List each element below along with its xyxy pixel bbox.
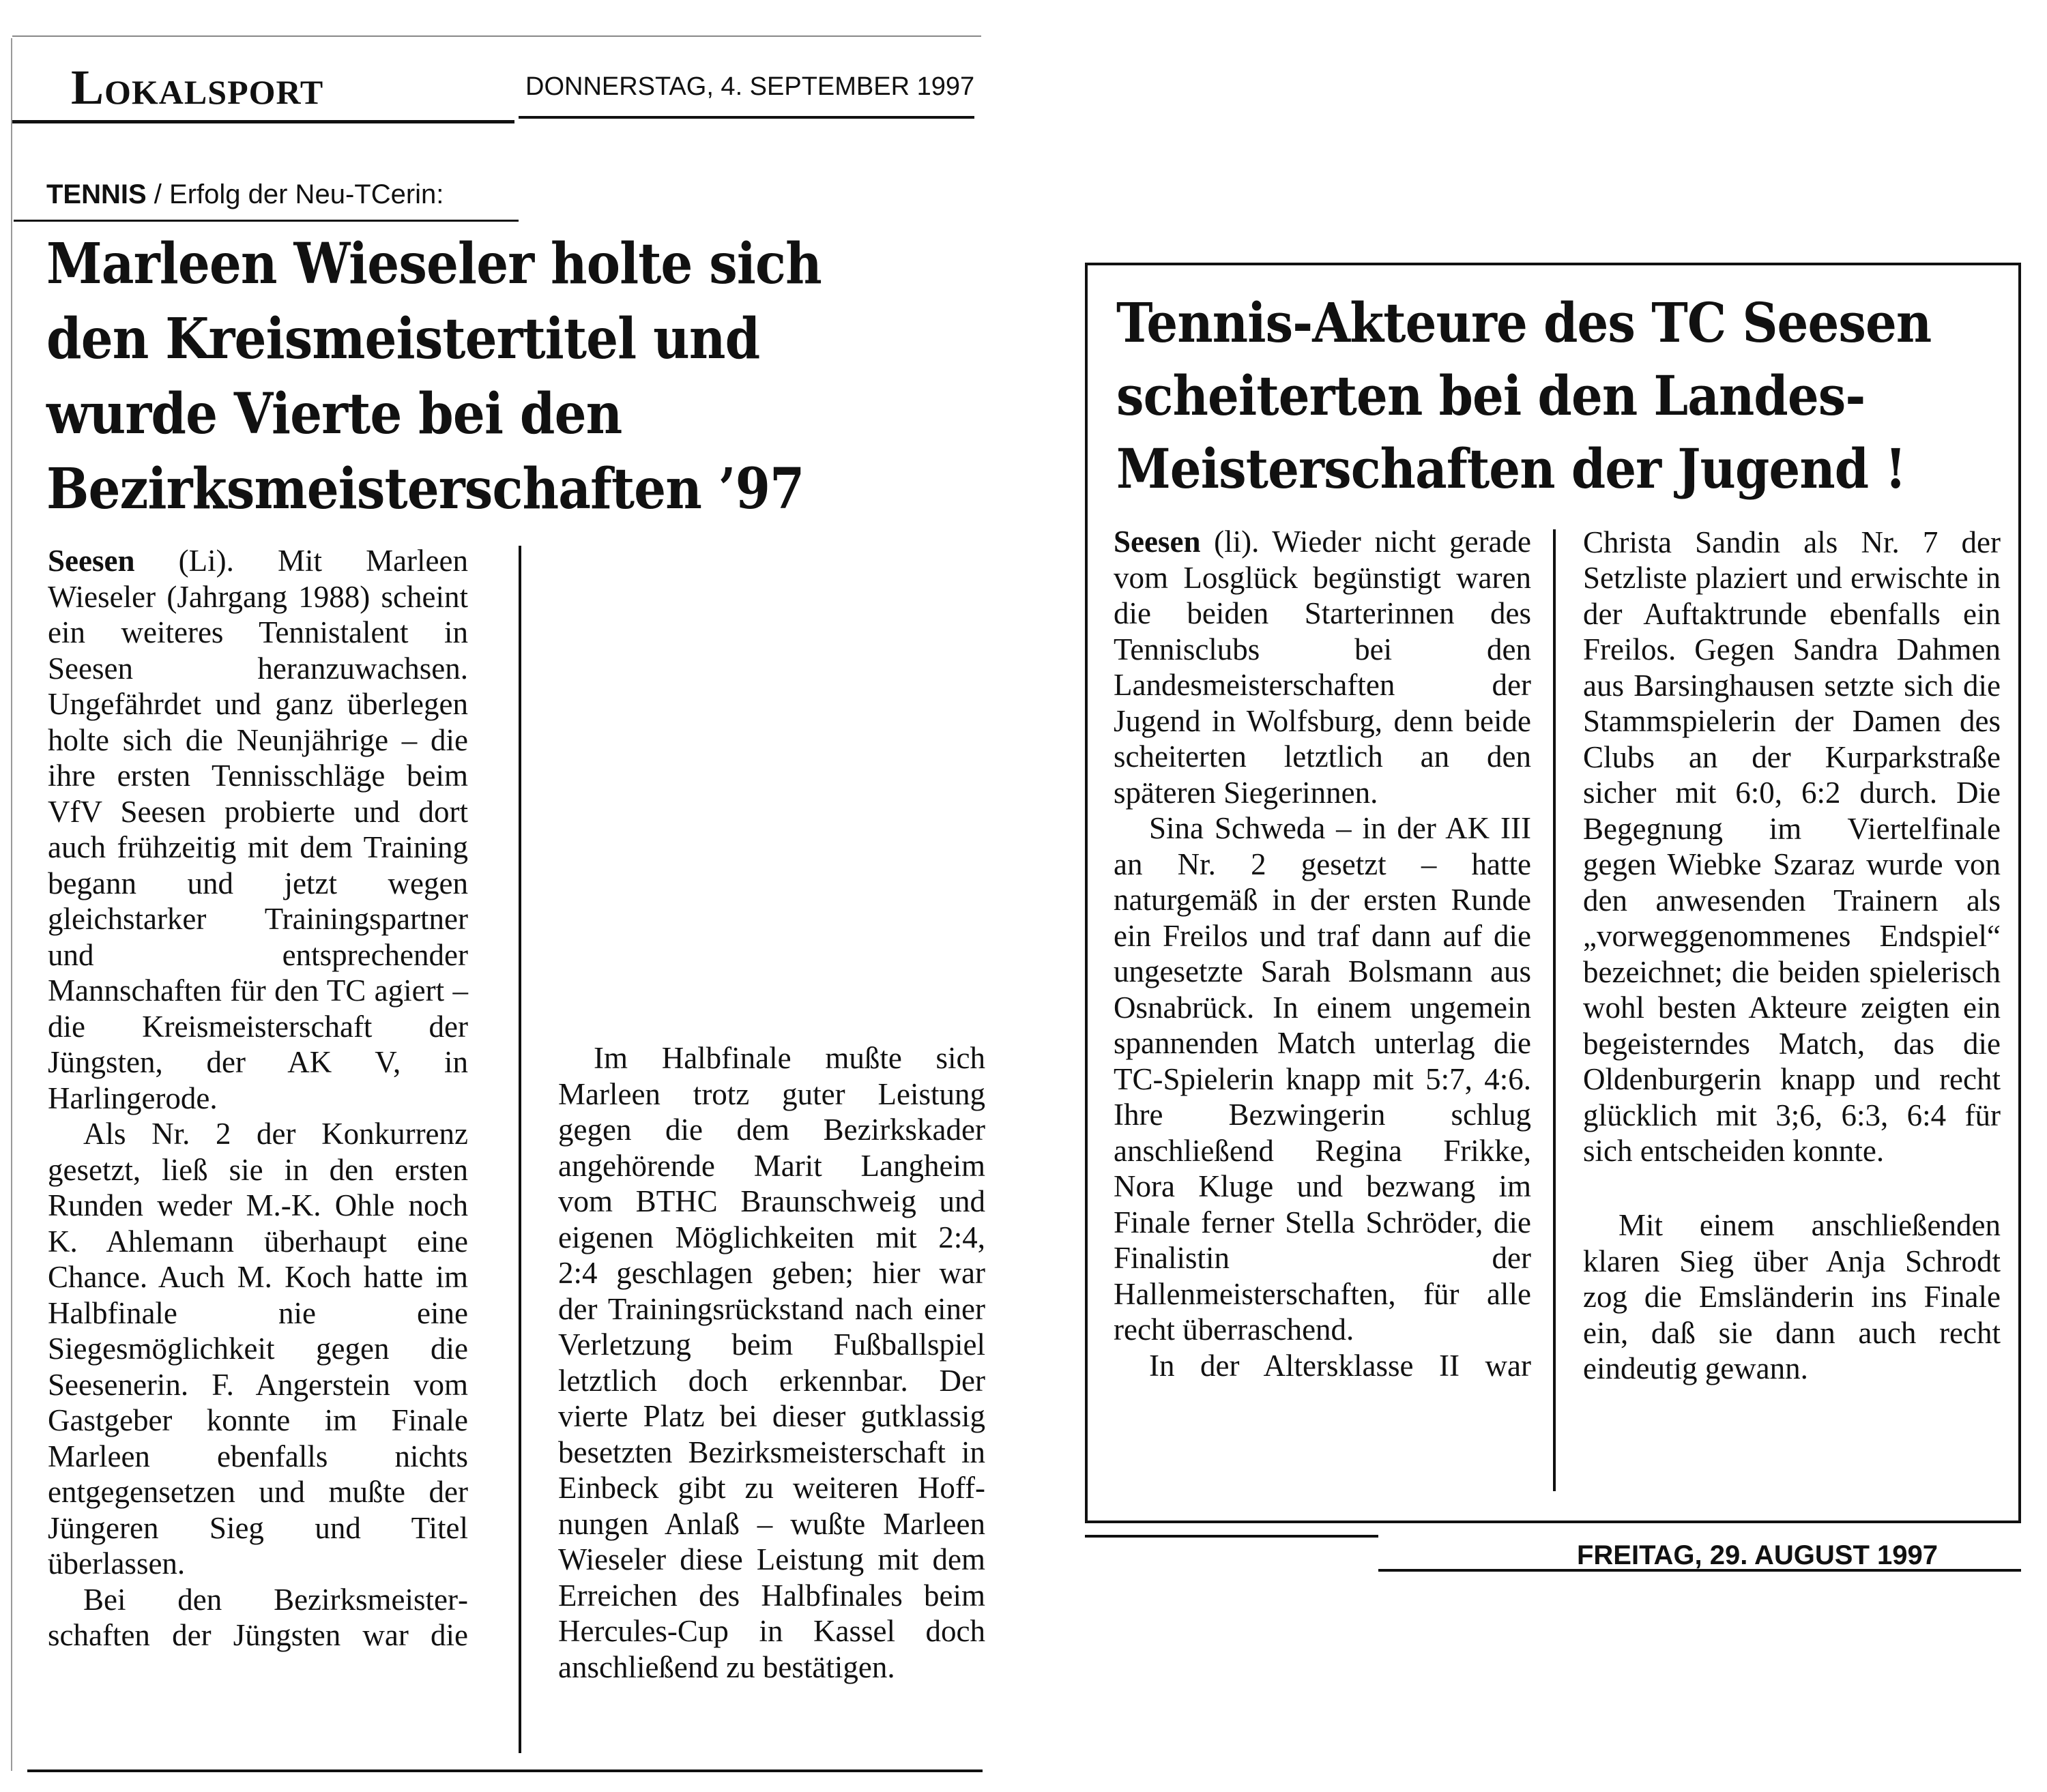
issue-date: DONNERSTAG, 4. SEPTEMBER 1997 — [525, 72, 975, 101]
headline-line: scheiterten bei den Landes- — [1116, 364, 1865, 428]
kicker-topic: TENNIS — [46, 179, 147, 209]
article-paragraph: Sina Schweda – in der AK III an Nr. 2 gesetzt – hatte naturgemäß in der ersten Runde ein Freilos und traf dann auf die ungesetzte Sarah Bolsmann aus Osnabrück. In einem ungemein spannenden Match unterlag die TC-Spielerin knapp mit 5:7, 4:6. Ihre Bezwingerin schlug anschließend Regina Frikke, Nora Kluge und bezwang im Finale ferner Stella Schröder, die Finalistin der Hallenmeisterschaften, für alle recht überraschend. — [1114, 811, 1531, 1347]
paragraph-text: (Li). Mit Marleen Wieseler (Jahrgang 1988) scheint ein weiteres Tennistalent in Seesen heranzuwachsen. Ungefährdet und ganz überlegen holte sich die Neunjährige – die ihre ersten Tennisschläge beim VfV Seesen probierte und dort auch frühzeitig mit dem Training begann und jetzt wegen gleichstarker Trainingspartner und entsprechender Mannschaften für den TC agiert – die Kreismeisterschaft der Jüngsten, der AK V, in Harlingerode. — [48, 544, 468, 1115]
article-paragraph — [1114, 1348, 1531, 1383]
dateline: Seesen — [1114, 525, 1201, 559]
paragraph-text: (li). Wieder nicht gerade vom Losglück begünstigt waren die beiden Starterinnen des Tennisclubs bei den Landesmeisterschaften der Jugend in Wolfsburg, denn beide scheiterten letztlich an den späteren Siegerinnen. — [1114, 525, 1531, 810]
headline-line: Tennis-Akteure des TC Seesen — [1116, 291, 1932, 355]
clipping-left-rule — [11, 38, 12, 1771]
kicker — [46, 171, 660, 218]
kicker-rule — [14, 220, 519, 222]
headline — [46, 226, 869, 527]
headline-line: Marleen Wieseler holte sich — [46, 231, 822, 297]
headline — [1116, 287, 1939, 505]
article-column-2 — [558, 539, 985, 1685]
headline-line: wurde Vierte bei den — [46, 381, 622, 447]
article-paragraph: Als Nr. 2 der Konkurrenz gesetzt, ließ sie in den ersten Runden weder M.-K. Ohle noch K. Ahlemann überhaupt eine Chance. Auch M. Koch hatte im Halbfinale nie eine Siegesmöglichkeit gegen die Seesenerin. F. Angerstein vom Gastgeber konnte im Finale Marleen ebenfalls nichts entgegensetzen und mußte der Jüngeren Sieg und Titel überlassen. — [48, 1117, 468, 1581]
article-paragraph-continued — [558, 539, 985, 1040]
paragraph-text: In der Altersklasse II war — [1149, 1348, 1531, 1383]
article-paragraph: Im Halbfinale mußte sich Marleen trotz guter Leistung gegen die dem Bezirkskader angehörende Marit Langheim vom BTHC Braunschweig und eigenen Möglichkeiten mit 2:4, 2:4 geschlagen geben; hier war der Trainingsrückstand nach einer Verletzung beim Fußballspiel letztlich doch erkennbar. Der vierte Platz bei dieser gutklassig besetzten Bezirksmeisterschaft in Einbeck gibt zu weiteren Hoffnungen Anlaß – wußte Marleen Wieseler diese Leistung mit dem Erreichen des Halbfinales beim Hercules-Cup in Kassel doch anschließend zu bestätigen. — [558, 1041, 985, 1684]
article-paragraph-continued — [1583, 524, 2001, 1207]
article-paragraph: Bei den Bezirksmeisterschaften der Jüngsten war die — [48, 1582, 468, 1652]
column-divider — [1553, 529, 1556, 1491]
kicker-subject: / Erfolg der Neu-TCerin: — [146, 179, 444, 209]
headline-line: Bezirksmeisterschaften ’97 — [46, 456, 804, 522]
masthead-rule-right — [519, 116, 974, 119]
headline-line: Meisterschaften der Jugend ! — [1116, 437, 1906, 501]
section-title: Lokalsport — [71, 60, 324, 115]
article-column-1 — [48, 543, 468, 1654]
masthead-rule-left — [12, 120, 514, 123]
headline-line: den Kreismeistertitel und — [46, 306, 760, 372]
dateline: Seesen — [48, 544, 135, 578]
issue-date: FREITAG, 29. AUGUST 1997 — [1576, 1540, 1938, 1570]
article-column-2 — [1583, 524, 2001, 1387]
masthead-top-rule — [12, 35, 981, 37]
article-paragraph: Mit einem anschließenden klaren Sieg über Anja Schrodt zog die Emsländerin ins Finale ein, daß sie dann auch recht eindeutig gewann. — [1583, 1208, 2001, 1385]
column-divider — [519, 546, 521, 1753]
paragraph-text: Christa Sandin als Nr. 7 der Setzliste plaziert und erwischte in der Auftaktrunde ebenfalls ein Freilos. Gegen Sandra Dahmen aus Barsinghausen setzte sich die Stammspielerin der Damen des Clubs an der Kurparkstraße sicher mit 6:0, 6:2 durch. Die Begegnung im Viertelfinale gegen Wiebke Szaraz wurde von den anwesenden Trainern als „vorweggenommenes Endspiel“ bezeichnet; die beiden spielerisch wohl besten Akteure zeigten ein begeisterndes Match, das die Oldenburgerin knapp und recht glücklich mit 3;6, 6:3, 6:4 für sich entscheiden konnte. — [1583, 525, 2001, 1168]
clipping-bottom-rule — [27, 1769, 983, 1772]
article-paragraph — [1114, 524, 1531, 810]
clipping-lokalsport — [0, 0, 996, 1792]
footer-rule-left — [1085, 1535, 1378, 1538]
article-column-1 — [1114, 524, 1531, 1383]
article-paragraph — [48, 543, 468, 1116]
